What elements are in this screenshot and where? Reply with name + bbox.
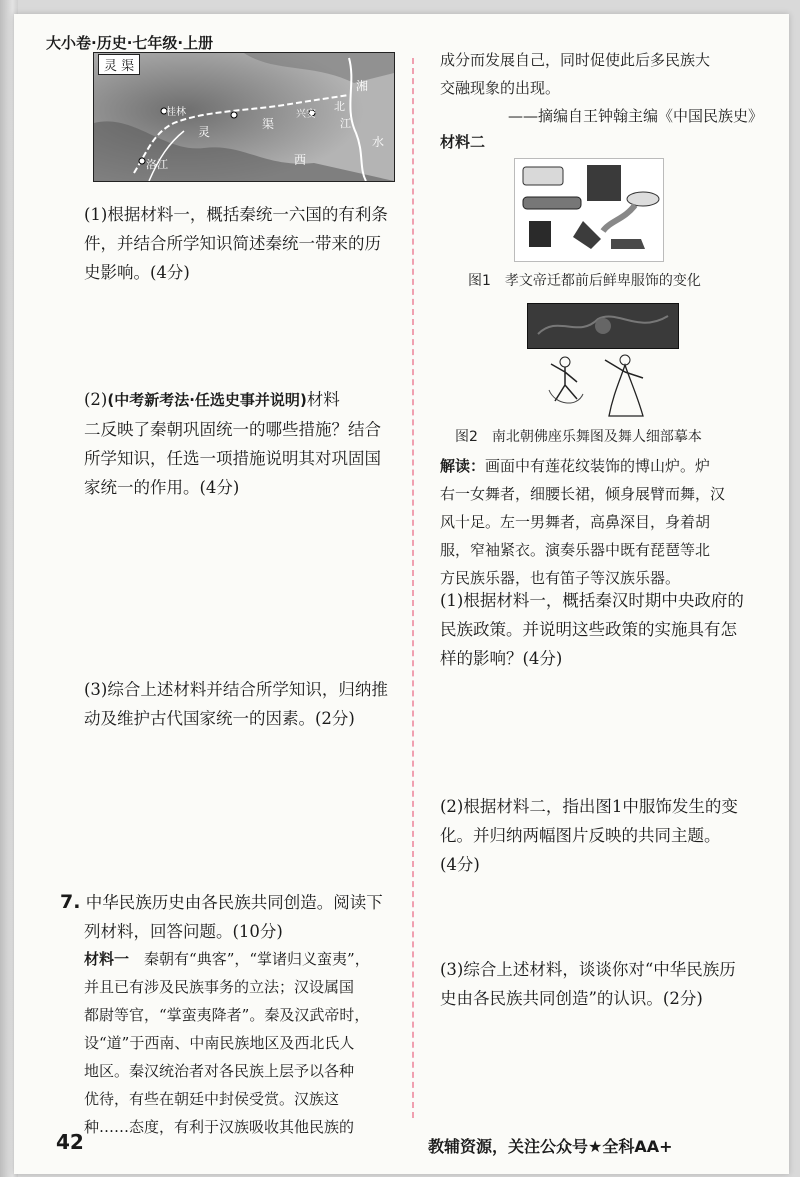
figure-2-dancers-image [525, 350, 675, 420]
map-label-xingan: 兴安 [296, 109, 316, 120]
figure-2-caption: 图2 南北朝佛座乐舞图及舞人细部摹本 [455, 429, 702, 445]
material-2-reading: 解读：画面中有莲花纹装饰的博山炉。炉 右一女舞者，细腰长裙，倾身展臂而舞，汉 风十足。左一男舞者，高鼻深目，身着胡 服，窄袖紧衣。演奏乐器中既有琵琶等北 方民族乐器，也有笛子等汉族乐器。 [440, 457, 726, 587]
question-7-1: (1)根据材料一，概括秦汉时期中央政府的 民族政策。并说明这些政策的实施具有怎 样的影响？(4分) [440, 591, 744, 668]
column-divider [412, 58, 414, 1118]
page-number: 42 [56, 1130, 84, 1154]
material-2-label: 材料二 [440, 133, 486, 151]
map-label-xiang: 湘 [356, 79, 369, 93]
question-7-3: (3)综合上述材料，谈谈你对“中华民族历 史由各民族共同创造”的认识。(2分) [440, 960, 736, 1008]
question-7-number: 7. [60, 891, 81, 913]
question-6-1: (1)根据材料一，概括秦统一六国的有利条 件，并结合所学知识简述秦统一带来的历 史影响。(4分) [84, 205, 388, 282]
map-label-shui: 水 [372, 135, 385, 149]
material-1-continued: 成分而发展自己，同时促使此后多民族大 交融现象的出现。 [440, 51, 711, 97]
question-6-3: (3)综合上述材料并结合所学知识，归纳推 动及维护古代国家统一的因素。(2分) [84, 680, 388, 728]
material-1: 材料一 秦朝有“典客”，“掌诸归义蛮夷”， 并且已有涉及民族事务的立法；汉设属国 都尉等官，“掌蛮夷降者”。秦及汉武帝时， 设“道”于西南、中南民族地区及西北氏人 地区。秦汉统治者对各民族上层予以各种 优待，有些在朝廷中封侯受赏。汉族这 种……态度，有利于汉族吸收其他民族的 [84, 950, 370, 1136]
map-label-luojiang: 洛江 [146, 158, 168, 171]
material-1-source: ——摘编自王钟翰主编《中国民族史》 [508, 107, 764, 125]
new-format-tag: 中考新考法·任选史事并说明 [114, 391, 300, 409]
page-header: 大小卷·历史·七年级·上册 [46, 34, 214, 52]
map-label-jiang: 江 [340, 117, 351, 130]
map-title: 灵 渠 [98, 54, 140, 75]
map-label-ling: 灵 [198, 125, 211, 139]
question-7-stem: 7. 中华民族历史由各民族共同创造。阅读下 列材料，回答问题。(10分) [60, 891, 383, 941]
reading-label: 解读： [440, 457, 486, 475]
figure-1-clothing-image [514, 158, 664, 262]
question-6-2: (2)(中考新考法·任选史事并说明)材料 二反映了秦朝巩固统一的哪些措施？结合 所学知识，任选一项措施说明其对巩固国 家统一的作用。(4分) [84, 390, 381, 497]
map-label-guilin: 桂林 [166, 107, 186, 118]
figure-1-caption: 图1 孝文帝迁都前后鲜卑服饰的变化 [468, 273, 701, 289]
figure-2-relief-image [527, 303, 679, 349]
map-label-bei: 北 [334, 100, 345, 113]
lingqu-map [93, 52, 395, 182]
question-7-2: (2)根据材料二，指出图1中服饰发生的变 化。并归纳两幅图片反映的共同主题。 (4分) [440, 797, 738, 874]
map-label-qu: 渠 [262, 117, 275, 131]
footer-promo: 教辅资源，关注公众号★全科AA+ [428, 1137, 673, 1156]
map-label-xi: 西 [294, 153, 307, 167]
material-1-label: 材料一 [84, 950, 130, 968]
